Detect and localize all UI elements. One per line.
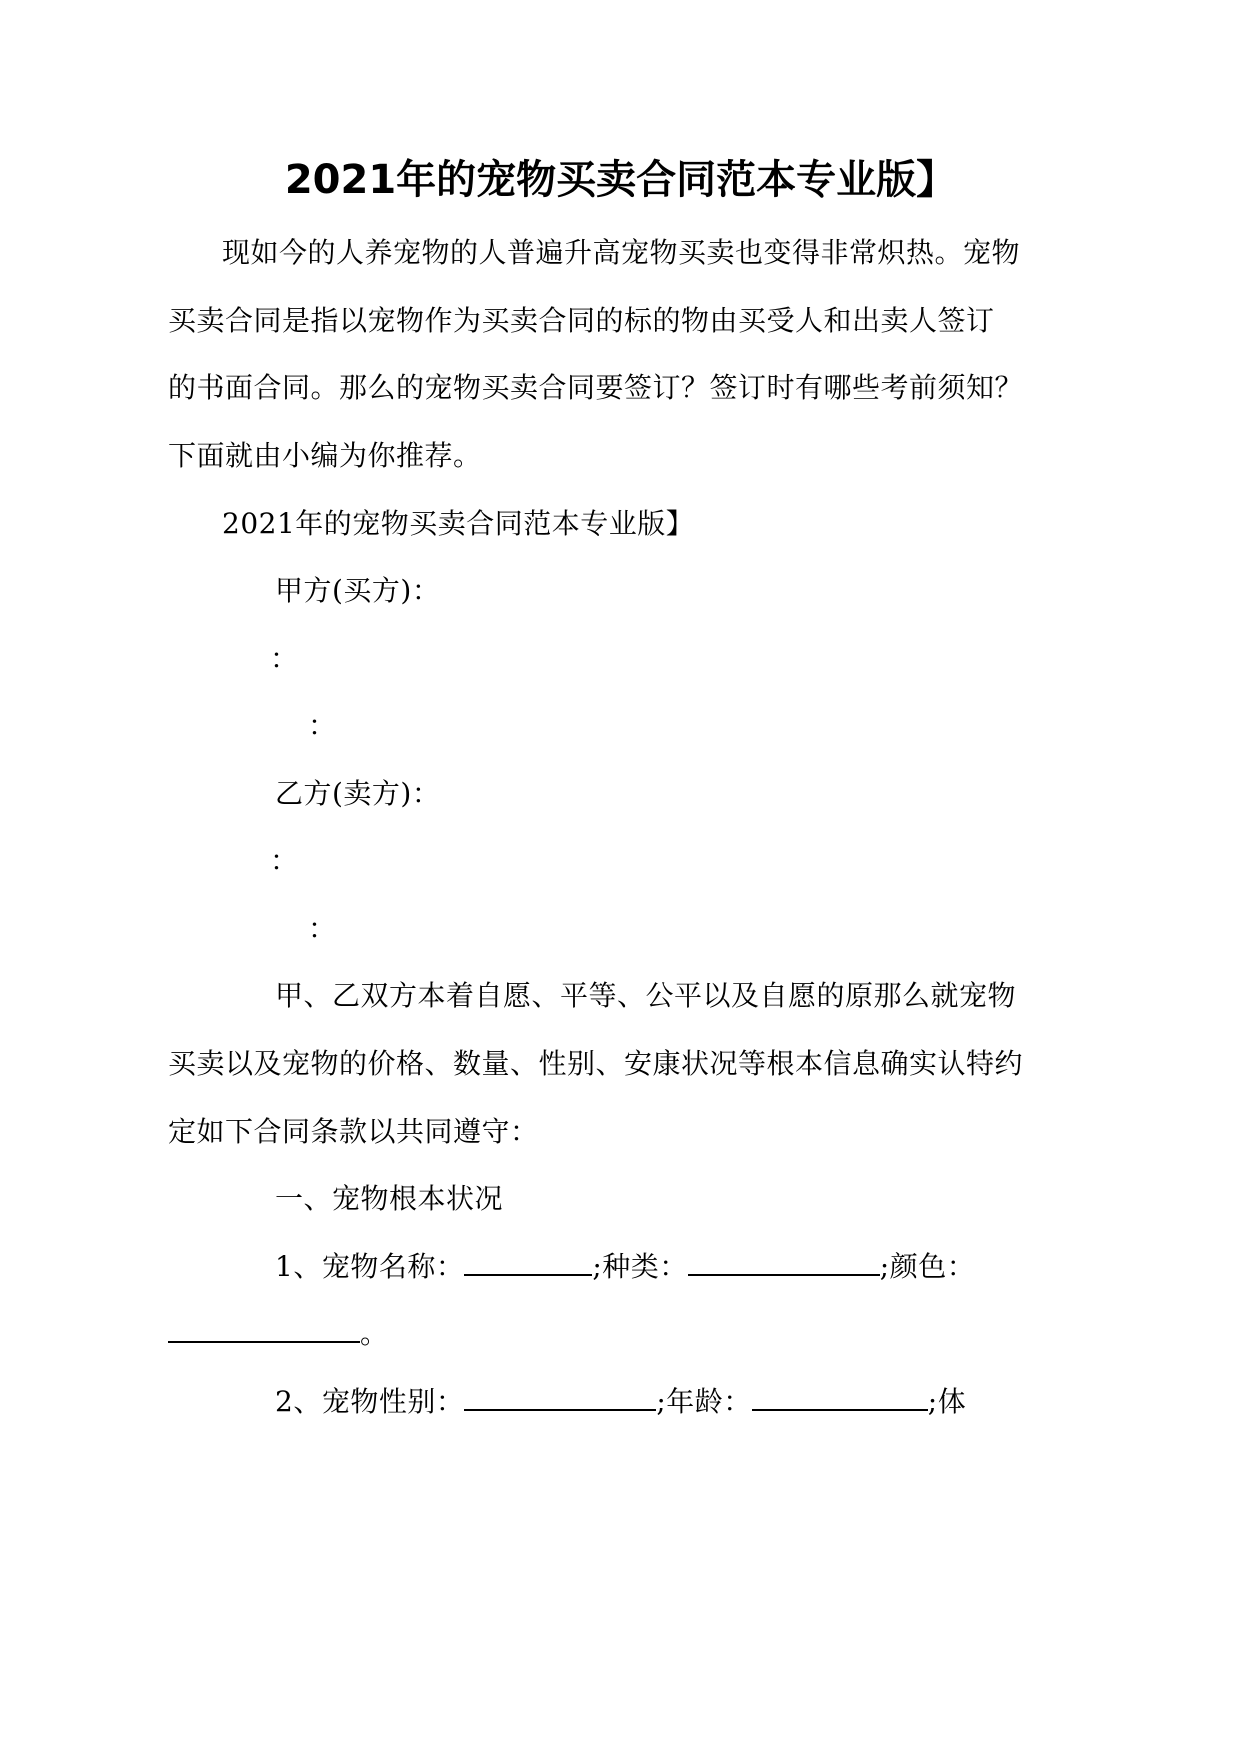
intro-line-1: 现如今的人养宠物的人普遍升高宠物买卖也变得非常炽热。宠物 bbox=[222, 236, 1021, 269]
section-1-heading: 一、宠物根本状况 bbox=[275, 1182, 504, 1215]
party-a-field-1: ： bbox=[270, 642, 299, 675]
intro-line-4: 下面就由小编为你推荐。 bbox=[168, 439, 482, 472]
pet-name-blank bbox=[464, 1248, 592, 1276]
pet-age-blank bbox=[752, 1383, 928, 1411]
pet-color-label: ;颜色： bbox=[879, 1250, 976, 1283]
pet-weight-label: ;体 bbox=[927, 1385, 967, 1418]
party-b-field-2: ： bbox=[308, 912, 337, 945]
contract-subtitle: 2021年的宠物买卖合同范本专业版】 bbox=[222, 507, 695, 540]
pet-info-line-2 bbox=[275, 1382, 966, 1422]
pet-age-label: ;年龄： bbox=[656, 1385, 752, 1418]
pet-info-line-1-end: 。 bbox=[360, 1317, 389, 1350]
principle-line-1: 甲、乙双方本着自愿、平等、公平以及自愿的原那么就宠物 bbox=[275, 979, 1017, 1012]
pet-kind-blank bbox=[688, 1248, 880, 1276]
intro-line-2: 买卖合同是指以宠物作为买卖合同的标的物由买受人和出卖人签订 bbox=[168, 304, 995, 337]
party-b-label: 乙方(卖方)： bbox=[275, 777, 441, 810]
pet-info-line-1-cont bbox=[168, 1314, 389, 1354]
pet-color-blank bbox=[168, 1315, 360, 1343]
party-b-field-1: ： bbox=[270, 844, 299, 877]
document-title: 2021年的宠物买卖合同范本专业版】 bbox=[284, 157, 957, 203]
party-a-label: 甲方(买方)： bbox=[275, 574, 441, 607]
pet-kind-label: ;种类： bbox=[592, 1250, 688, 1283]
principle-line-2: 买卖以及宠物的价格、数量、性别、安康状况等根本信息确实认特约 bbox=[168, 1047, 1024, 1080]
pet-info-line-1 bbox=[275, 1247, 975, 1287]
party-a-field-2: ： bbox=[308, 709, 337, 742]
pet-name-label: 1、宠物名称： bbox=[275, 1250, 465, 1283]
intro-line-3: 的书面合同。那么的宠物买卖合同要签订？签订时有哪些考前须知？ bbox=[168, 371, 1024, 404]
pet-sex-blank bbox=[464, 1383, 656, 1411]
principle-line-3: 定如下合同条款以共同遵守： bbox=[168, 1115, 539, 1148]
pet-sex-label: 2、宠物性别： bbox=[275, 1385, 465, 1418]
